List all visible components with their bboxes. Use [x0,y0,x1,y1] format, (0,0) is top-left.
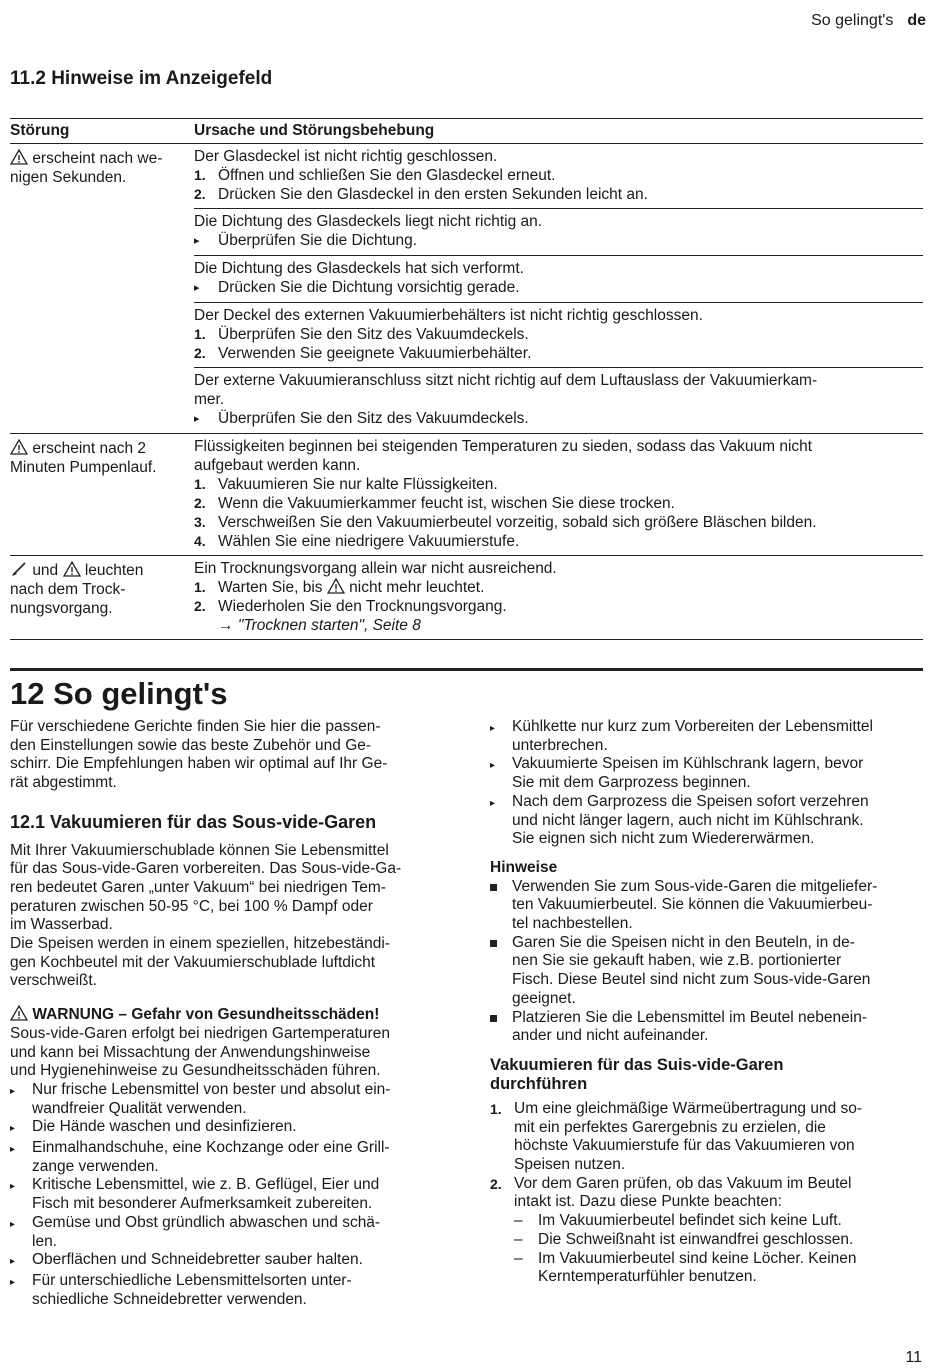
cause-block [194,434,923,555]
cause-block [194,256,923,303]
intro-line: Für verschiedene Gerichte finden Sie hier die passen- [10,718,381,735]
cause-text: Ein Trocknungsvorgang allein war nicht ausreichend. [194,560,557,577]
list-item: ▸ Die Hände waschen und desinfizieren. [10,1118,442,1139]
dash-item: – Im Vakuumierbeutel befindet sich keine Luft. [514,1212,842,1230]
action-item: ▸ Überprüfen Sie den Sitz des Vakuumdeckels. [194,410,529,427]
cause-block [194,209,923,256]
header-lang: de [907,12,926,29]
paragraph-line: gen Kochbeutel mit der Vakuumierschublade luftdicht [10,953,376,971]
header-fault: Störung [10,122,70,139]
table-row [10,144,923,434]
step-item: 1. Überprüfen Sie den Sitz des Vakuumdeckels. [194,326,529,343]
action-item: ▸ Drücken Sie die Dichtung vorsichtig gerade. [194,279,520,296]
triangle-right-icon: ▸ [490,797,496,809]
triangle-right-icon: ▸ [10,1218,16,1230]
fault-cell [10,144,194,433]
list-item: ▸ Nach dem Garprozess die Speisen sofort verzehren und nicht länger lagern, auch nicht im Kühlschrank. Sie eignen sich nicht zum Wiedererwärmen. [490,792,869,848]
fault-cell [10,556,194,639]
cross-reference-link[interactable]: → "Trocknen starten", Seite 8 [218,617,421,634]
cause-block [194,368,923,433]
subsection-title: 12.1 Vakuumieren für das Sous-vide-Garen [10,811,377,832]
triangle-right-icon: ▸ [194,235,200,247]
intro-line: rät abgestimmt. [10,774,117,792]
square-bullet-icon [490,934,512,1009]
warning-line: Sous-vide-Garen erfolgt bei niedrigen Gartemperaturen [10,1024,390,1042]
square-bullet-icon [490,878,512,934]
square-bullet-icon [490,1009,512,1046]
triangle-right-icon: ▸ [194,282,200,294]
cause-cell [194,434,923,555]
fault-text: nigen Sekunden. [10,169,127,186]
procedure-title: Vakuumieren für das Suis-vide-Garen durchführen [490,1055,784,1093]
step-item: 2. Verwenden Sie geeignete Vakuumierbehälter. [194,345,532,362]
warning-line: und kann bei Missachtung der Anwendungshinweise [10,1043,371,1061]
triangle-right-icon: ▸ [490,723,496,734]
cause-cell [194,556,923,639]
paragraph-line: für das Sous-vide-Garen vorbereiten. Das Sous-vide-Ga- [10,860,402,878]
notes-heading: Hinweise [490,858,558,876]
header-section: So gelingt's [811,12,894,29]
chapter-title: 12 So gelingt's [10,676,228,711]
cause-text: Der externe Vakuumieranschluss sitzt nicht richtig auf dem Luftauslass der Vakuumierkam- [194,372,818,389]
paragraph-line: verschweißt. [10,972,97,990]
cause-text: Die Dichtung des Glasdeckels liegt nicht richtig an. [194,213,543,230]
paragraph-line: ren bedeutet Garen „unter Vakuum“ bei niedrigen Tem- [10,878,386,896]
cause-text: Der Glasdeckel ist nicht richtig geschlossen. [194,148,498,165]
step-item: 1. Warten Sie, bis nicht mehr leuchtet. [194,579,485,596]
warning-icon [10,149,28,165]
step-item: 2. Wiederholen Sie den Trocknungsvorgang. [194,598,507,615]
fault-text: leuchten [84,562,144,579]
list-item: ▸ Vakuumierte Speisen im Kühlschrank lagern, bevor Sie mit dem Garprozess beginnen. [490,755,864,792]
warning-icon [10,439,28,455]
step-item: 1. Öffnen und schließen Sie den Glasdeckel erneut. [194,167,556,184]
triangle-right-icon: ▸ [490,760,496,772]
cause-text: mer. [194,391,225,408]
cause-text: Der Deckel des externen Vakuumierbehälters ist nicht richtig geschlossen. [194,307,703,324]
action-item: ▸ Überprüfen Sie die Dichtung. [194,232,418,249]
fault-table [10,118,923,640]
triangle-right-icon: ▸ [10,1085,16,1097]
triangle-right-icon: ▸ [10,1256,16,1268]
warning-line: und Hygienehinweise zu Gesundheitsschäden führen. [10,1062,381,1080]
fault-text: nungsvorgang. [10,600,113,617]
header-cause: Ursache und Störungsbehebung [194,122,435,139]
triangle-right-icon: ▸ [10,1276,16,1288]
paragraph-line: Die Speisen werden in einem speziellen, hitzebeständi- [10,935,390,953]
list-item: Garen Sie die Speisen nicht in den Beuteln, in de- nen Sie sie gekauft haben, wie z.B. portionierter Fisch. Diese Beutel sind nicht zum Sous-vide-Garen geeignet. [490,934,923,1009]
cause-text: Die Dichtung des Glasdeckels hat sich verformt. [194,260,524,277]
fault-text: erscheint nach we- [32,150,163,167]
intro-line: den Einstellungen sowie das beste Zubehör und Ge- [10,736,372,754]
left-column [10,718,442,1309]
chapter-rule [10,668,923,671]
fault-text: nach dem Trock- [10,581,126,598]
cause-block [194,303,923,368]
fault-text: erscheint nach 2 [32,440,147,457]
list-item: ▸ Gemüse und Obst gründlich abwaschen und schä- len. [10,1213,381,1250]
warning-icon [10,1005,28,1021]
list-item: ▸ Nur frische Lebensmittel von bester und absolut ein- wandfreier Qualität verwenden. [10,1080,391,1117]
paragraph-line: Mit Ihrer Vakuumierschublade können Sie Lebensmittel [10,841,389,859]
table-header [10,119,923,144]
fault-text: und [32,562,59,579]
step-item: 2. Vor dem Garen prüfen, ob das Vakuum im Beutel intakt ist. Dazu diese Punkte beachten: [490,1174,852,1211]
paragraph-line: peraturen zwischen 50-95 °C, bei 100 % Dampf oder [10,897,373,915]
table-row [10,556,923,640]
step-item: 1. Um eine gleichmäßige Wärmeübertragung und so- mit ein perfektes Garergebnis zu erzielen, die höchste Vakuumierstufe für das Vakuumieren von Speisen nutzen. [490,1099,863,1174]
list-item: Verwenden Sie zum Sous-vide-Garen die mitgeliefer- ten Vakuumierbeutel. Sie können die Vakuumierbeu- tel nachbestellen. [490,878,923,934]
list-item: Platzieren Sie die Lebensmittel im Beutel nebenein- ander und nicht aufeinander. [490,1009,923,1046]
intro-line: schirr. Die Empfehlungen haben wir optimal auf Ihr Ge- [10,755,388,773]
list-item: ▸ Für unterschiedliche Lebensmittelsorten unter- schiedliche Schneidebretter verwenden. [10,1271,352,1308]
step-item: 2. Drücken Sie den Glasdeckel in den ersten Sekunden leicht an. [194,186,648,203]
dash-item: – Die Schweißnaht ist einwandfrei geschlossen. [514,1230,854,1248]
triangle-right-icon: ▸ [10,1123,16,1135]
page-header [811,12,926,30]
step-item: 3. Verschweißen Sie den Vakuumierbeutel vorzeitig, sobald sich größere Bläschen bilden. [194,514,817,531]
list-item: ▸ Oberflächen und Schneidebretter sauber halten. [10,1251,442,1272]
cause-block [194,144,923,209]
warning-heading: WARNUNG – Gefahr von Gesundheitsschäden! [10,1005,442,1025]
list-item: ▸ Kritische Lebensmittel, wie z. B. Geflügel, Eier und Fisch mit besonderer Aufmerksamkeit zubereiten. [10,1176,380,1213]
warning-icon [63,561,81,577]
cause-text: aufgebaut werden kann. [194,457,361,474]
section-title: 11.2 Hinweise im Anzeigefeld [10,68,273,89]
step-item: 4. Wählen Sie eine niedrigere Vakuumierstufe. [194,533,520,550]
triangle-right-icon: ▸ [10,1144,16,1156]
cause-text: Flüssigkeiten beginnen bei steigenden Temperaturen zu sieden, sodass das Vakuum nicht [194,438,813,455]
brush-icon [10,561,28,577]
triangle-right-icon: ▸ [10,1181,16,1193]
dash-item: – Im Vakuumierbeutel sind keine Löcher. Keinen Kerntemperaturfühler benutzen. [514,1249,857,1286]
right-column [490,718,923,1287]
list-item: ▸ Einmalhandschuhe, eine Kochzange oder eine Grill- zange verwenden. [10,1139,390,1175]
fault-cell [10,434,194,555]
triangle-right-icon: ▸ [194,413,200,425]
warning-icon [327,578,345,594]
cause-block [194,556,923,639]
arrow-right-icon: → [218,617,234,634]
fault-text: Minuten Pumpenlauf. [10,459,157,476]
page-number: 11 [905,1349,922,1366]
paragraph-line: im Wasserbad. [10,916,113,934]
table-row [10,434,923,556]
step-item: 1. Vakuumieren Sie nur kalte Flüssigkeiten. [194,476,498,493]
step-item: 2. Wenn die Vakuumierkammer feucht ist, wischen Sie diese trocken. [194,495,675,512]
cause-cell [194,144,923,433]
list-item: ▸ Kühlkette nur kurz zum Vorbereiten der Lebensmittel unterbrechen. [490,718,873,754]
